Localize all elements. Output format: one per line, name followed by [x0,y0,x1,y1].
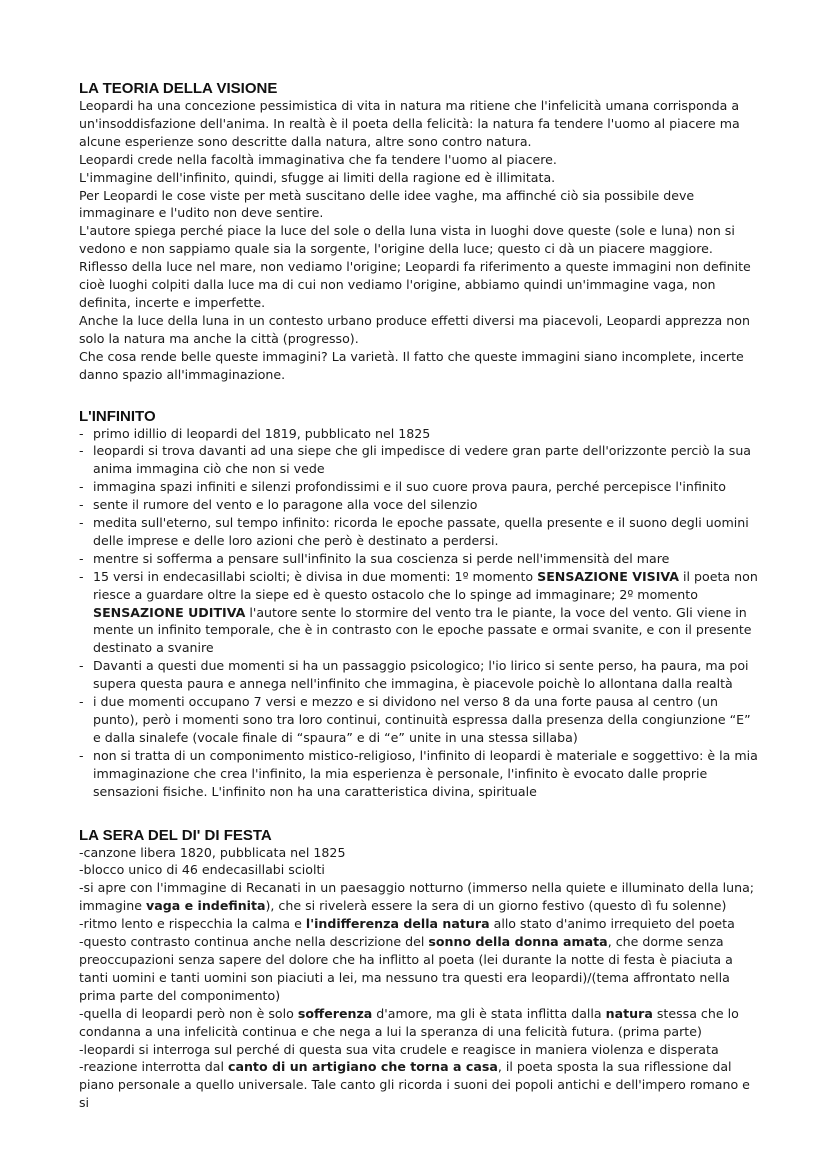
paragraph: Riflesso della luce nel mare, non vediamo l'origine; Leopardi fa riferimento a queste immagini non definite cioè luoghi colpiti dalla luce ma di cui non vediamo l'origine, abbiamo quindi un'immagine vaga, non definita, incerte e imperfette. [79,259,751,310]
bold-term: SENSAZIONE UDITIVA [93,604,246,620]
bullet-dash: - [79,479,84,495]
bold-term: canto di un artigiano che torna a casa [228,1059,498,1075]
list-item: - immagina spazi infiniti e silenzi profondissimi e il suo cuore prova paura, perché percepisce l'infinito [79,479,726,495]
list-item: - mentre si sofferma a pensare sull'infinito la sua coscienza si perde nell'immensità del mare [79,550,670,566]
section-title-infinito: L'INFINITO [79,407,156,425]
bold-term: l'indifferenza della natura [305,916,490,932]
paragraph: Che cosa rende belle queste immagini? La varietà. Il fatto che queste immagini siano incomplete, incerte danno spazio all'immaginazione. [79,348,744,382]
paragraph: L'immagine dell'infinito, quindi, sfugge ai limiti della ragione ed è illimitata. [79,169,556,185]
paragraph: -blocco unico di 46 endecasillabi sciolti [79,862,325,878]
bold-term: natura [605,1005,653,1021]
paragraph: -leopardi si interroga sul perché di questa sua vita crudele e reagisce in maniera violenza e disperata [79,1041,719,1057]
list-item: - medita sull'eterno, sul tempo infinito: ricorda le epoche passate, quella presente e il suono degli uomini delle imprese e delle loro azioni che però è destinato a perdersi. [79,515,749,548]
list-item: - 15 versi in endecasillabi sciolti; è divisa in due momenti: 1º momento SENSAZIONE VISIVA il poeta non riesce a guardare oltre la siepe ed è questo ostacolo che lo spinge ad immaginare; 2º momento SENSAZIONE UDITIVA l'autore sente lo stormire del vento tra le piante, la voce del vento. Gli viene in mente un infinito temporale, che è in contrasto con le epoche passate e ormai svanite, e con il presente destinato a svanire [79,568,758,656]
bullet-dash: - [79,425,84,441]
paragraph: Leopardi crede nella facoltà immaginativa che fa tendere l'uomo al piacere. [79,151,557,167]
paragraph: Anche la luce della luna in un contesto urbano produce effetti diversi ma piacevoli, Leopardi apprezza non solo la natura ma anche la città (progresso). [79,312,750,346]
section-title-visione: LA TEORIA DELLA VISIONE [79,80,278,97]
paragraph: Leopardi ha una concezione pessimistica di vita in natura ma ritiene che l'infelicità umana corrisponda a un'insoddisfazione dell'anima. In realtà è il poeta della felicità: la natura fa tendere l'uomo al piacere ma alcune esperienze sono descritte dalla natura, altre sono contro natura. [79,98,740,149]
paragraph: -quella di leopardi però non è solo sofferenza d'amore, ma gli è stata inflitta dalla natura stessa che lo condanna a una infelicità continua e che nega a lui la speranza di una felicità futura. (prima parte) [79,1005,739,1039]
list-item: - primo idillio di leopardi del 1819, pubblicato nel 1825 [79,425,431,441]
infinito-list [79,425,759,801]
document-page [79,80,759,1112]
bold-term: vaga e indefinita [145,898,266,914]
paragraph: -canzone libera 1820, pubblicata nel 1825 [79,844,346,860]
bullet-dash: - [79,747,84,763]
paragraph: -ritmo lento e rispecchia la calma e l'indifferenza della natura allo stato d'animo irrequieto del poeta [79,916,735,932]
bullet-dash: - [79,568,84,584]
list-item: - leopardi si trova davanti ad una siepe che gli impedisce di vedere gran parte dell'orizzonte perciò la sua anima immagina ciò che non si vede [79,443,752,477]
list-item: - i due momenti occupano 7 versi e mezzo e si dividono nel verso 8 da una forte pausa al centro (un punto), però i momenti sono tra loro continui, continuità espressa dalla presenza della congiunzione “E” e dalla sinalefe (vocale finale di “spaura” e di “e” unite in una stessa sillaba) [79,694,751,745]
list-item: - Davanti a questi due momenti si ha un passaggio psicologico; l'io lirico si sente perso, ha paura, ma poi supera questa paura e annega nell'infinito che immagina, è piacevole poichè lo allontana dalla realtà [79,658,749,692]
section-title-sera: LA SERA DEL DI' DI FESTA [79,826,272,844]
bullet-dash: - [79,550,84,566]
paragraph: Per Leopardi le cose viste per metà suscitano delle idee vaghe, ma affinché ciò sia possibile deve immaginare e l'udito non deve sentire. [79,187,695,221]
list-item: - non si tratta di un componimento mistico-religioso, l'infinito di leopardi è materiale e soggettivo: è la mia immaginazione che crea l'infinito, la mia esperienza è personale, l'infinito è evocato dalle proprie sensazioni fisiche. L'infinito non ha una caratteristica divina, spirituale [79,747,758,799]
bold-term: sofferenza [297,1005,373,1021]
list-item: - sente il rumore del vento e lo paragone alla voce del silenzio [79,497,478,513]
bold-term: SENSAZIONE VISIVA [537,568,680,584]
bullet-dash: - [79,694,84,710]
bullet-dash: - [79,658,84,674]
bullet-dash: - [79,497,84,513]
bullet-dash: - [79,515,84,531]
paragraph: -questo contrasto continua anche nella descrizione del sonno della donna amata, che dorme senza preoccupazioni senza sapere del dolore che ha inflitto al poeta (lei durante la notte di festa è piaciuta a tanti uomini e tanti uomini son piaciuti a lei, ma nessuno tra questi era leopardi)/(tema affrontato nella prima parte del componimento) [79,934,733,1003]
paragraph: L'autore spiega perché piace la luce del sole o della luna vista in luoghi dove queste (sole e luna) non si vedono e non sappiamo quale sia la sorgente, l'origine della luce; questo ci dà un piacere maggiore. [79,223,735,257]
bold-term: sonno della donna amata [428,934,608,950]
bullet-dash: - [79,443,84,459]
paragraph: -reazione interrotta dal canto di un artigiano che torna a casa, il poeta sposta la sua riflessione dal piano personale a quello universale. Tale canto gli ricorda i suoni dei popoli antichi e dell'impero romano e si [79,1059,750,1111]
paragraph: -si apre con l'immagine di Recanati in un paesaggio notturno (immerso nella quiete e illuminato della luna; immagine vaga e indefinita), che si rivelerà essere la sera di un giorno festivo (questo dì fu solenne) [79,880,755,914]
